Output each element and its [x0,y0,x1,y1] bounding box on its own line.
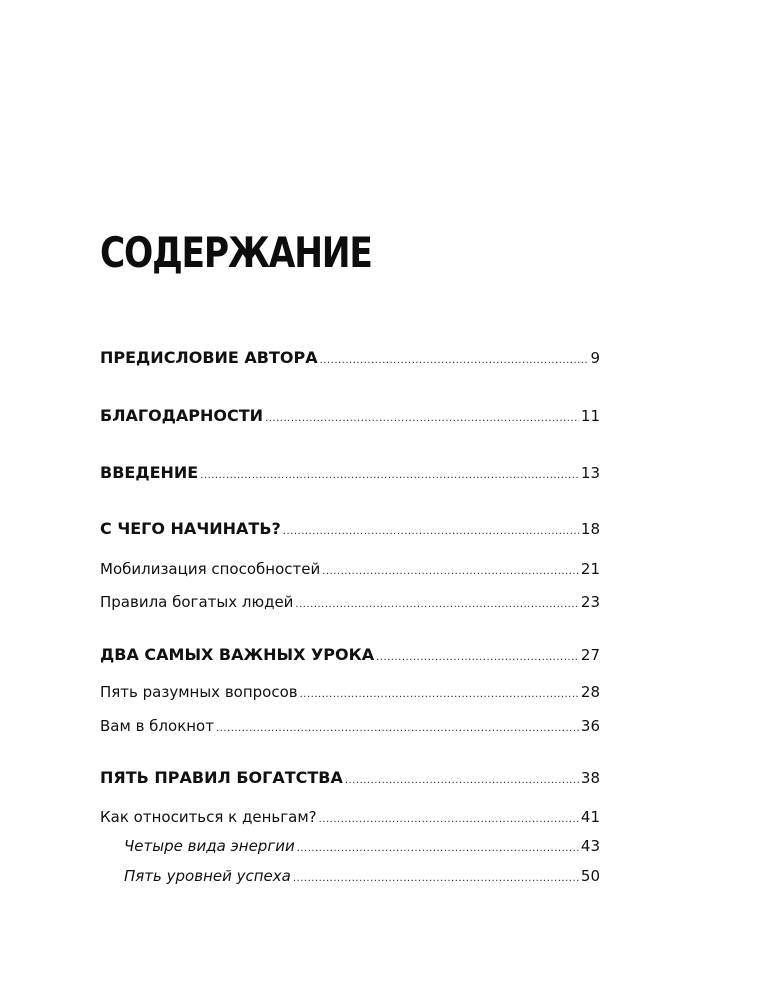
toc-entry-attitude-to-money[interactable] [100,805,600,829]
dot-leader [293,867,579,891]
toc-entry-page-number: 41 [580,808,600,826]
toc-entry-label: ВВЕДЕНИЕ [100,463,199,482]
dot-leader [376,646,579,670]
page-title: СОДЕРЖАНИЕ [100,228,372,277]
dot-leader [200,464,579,488]
dot-leader [322,560,579,584]
toc-entry-label: Мобилизация способностей [100,560,321,578]
toc-entry-page-number: 38 [580,769,600,787]
toc-entry-label: Пять уровней успеха [124,867,291,885]
toc-entry-acknowledgements[interactable] [100,404,600,428]
toc-entry-page-number: 36 [580,717,600,735]
toc-entry-page-number: 9 [590,349,600,367]
toc-entry-page-number: 21 [580,560,600,578]
dot-leader [265,407,579,431]
toc-entry-page-number: 23 [580,593,600,611]
toc-entry-page-number: 27 [580,646,600,664]
toc-entry-five-levels-of-success[interactable] [124,864,600,888]
toc-entry-foreword[interactable] [100,346,600,370]
toc-entry-page-number: 28 [580,683,600,701]
toc-entry-page-number: 18 [580,520,600,538]
toc-entry-page-number: 13 [580,464,600,482]
dot-leader [319,808,579,832]
toc-entry-where-to-start[interactable] [100,517,600,541]
toc-entry-page-number: 11 [580,407,600,425]
toc-entry-five-questions[interactable] [100,680,600,704]
dot-leader [345,769,579,793]
toc-entry-page-number: 43 [580,837,600,855]
toc-entry-label: ПРЕДИСЛОВИЕ АВТОРА [100,348,318,367]
toc-entry-label: Как относиться к деньгам? [100,808,317,826]
dot-leader [295,593,578,617]
toc-entry-page-number: 50 [580,867,600,885]
dot-leader [283,520,579,544]
toc-entry-two-lessons[interactable] [100,643,600,667]
dot-leader [300,683,579,707]
toc-entry-notebook[interactable] [100,714,600,738]
toc-entry-label: ДВА САМЫХ ВАЖНЫХ УРОКА [100,645,375,664]
toc-entry-four-energies[interactable] [124,834,600,858]
toc-entry-introduction[interactable] [100,461,600,485]
toc-entry-label: ПЯТЬ ПРАВИЛ БОГАТСТВА [100,768,343,787]
toc-entry-label: БЛАГОДАРНОСТИ [100,406,264,425]
toc-entry-label: Четыре вида энергии [124,837,295,855]
toc-entry-label: Пять разумных вопросов [100,683,298,701]
toc-entry-rich-people-rules[interactable] [100,590,600,614]
toc-entry-label: Правила богатых людей [100,593,294,611]
toc-entry-label: Вам в блокнот [100,717,214,735]
dot-leader [320,349,589,373]
dot-leader [216,717,579,741]
dot-leader [297,837,579,861]
toc-entry-five-rules-of-wealth[interactable] [100,766,600,790]
toc-entry-mobilization[interactable] [100,557,600,581]
toc-entry-label: С ЧЕГО НАЧИНАТЬ? [100,519,281,538]
